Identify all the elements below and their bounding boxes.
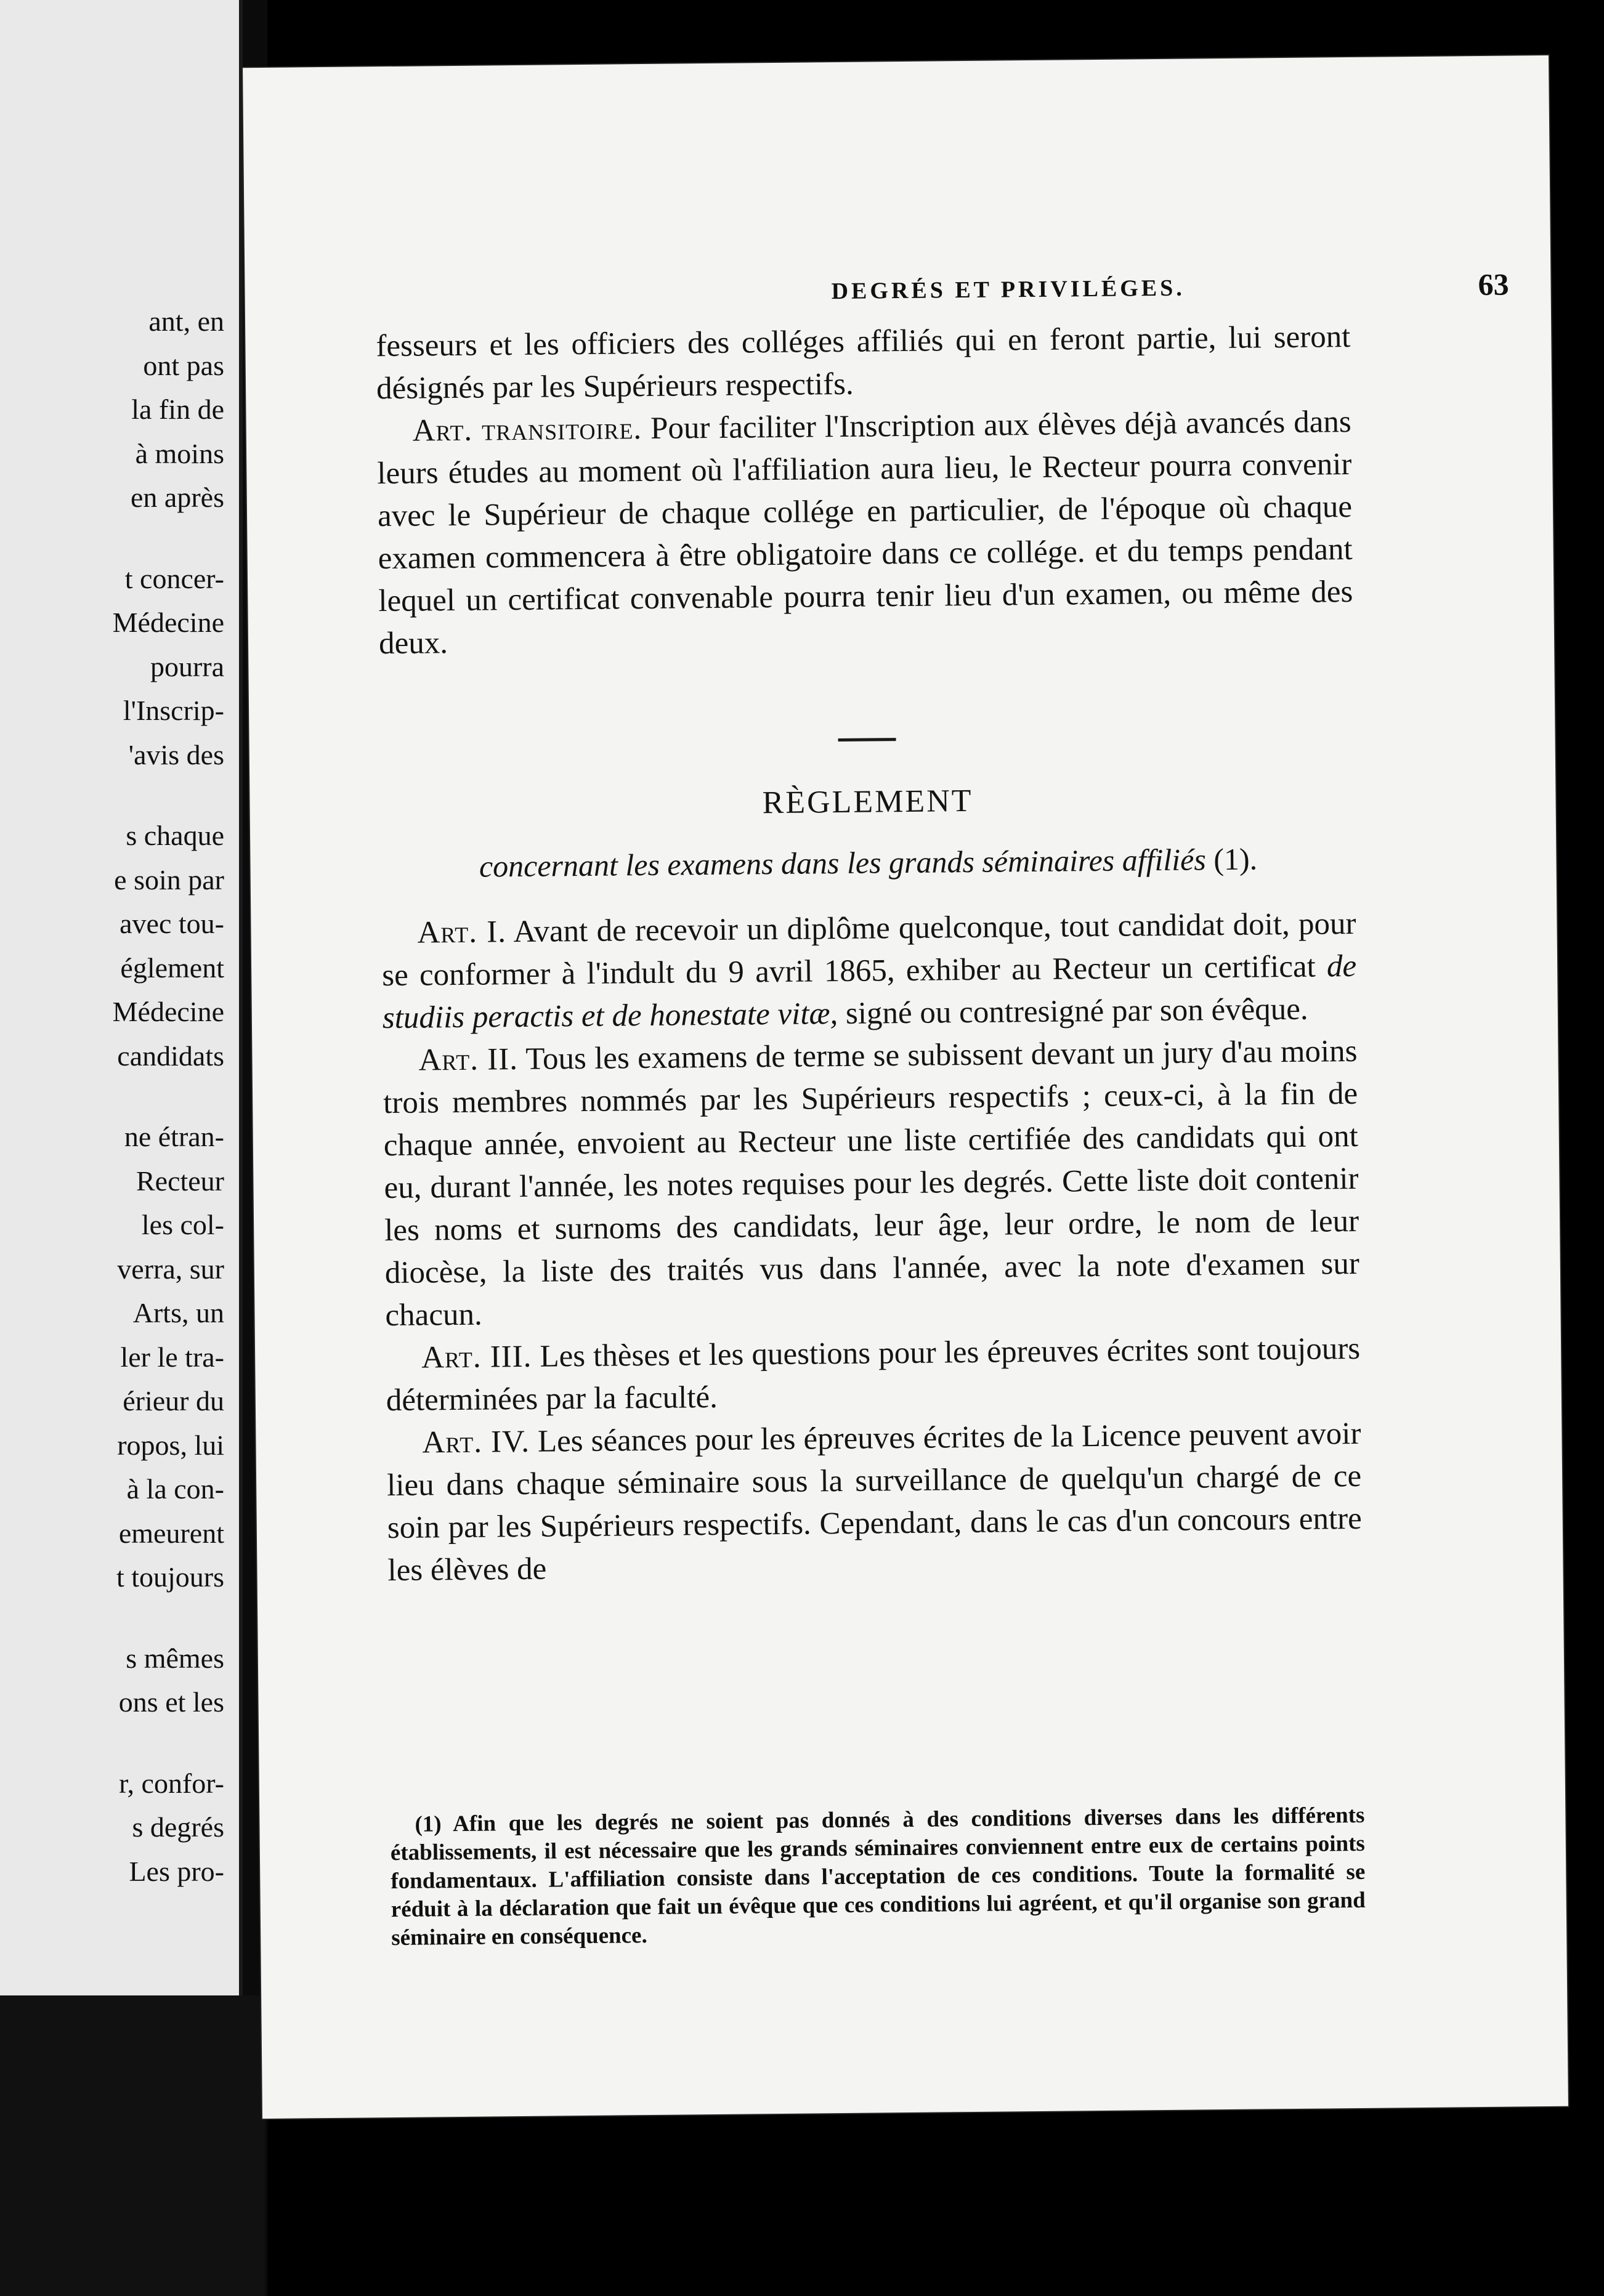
facing-page-line: ne étran- [124, 1121, 224, 1152]
facing-page-line: l'Inscrip- [123, 695, 224, 726]
facing-page-line: t toujours [116, 1561, 224, 1593]
facing-page-line: ons et les [118, 1686, 224, 1718]
facing-page-line: s mêmes [126, 1642, 224, 1674]
facing-page-line: 'avis des [128, 738, 224, 770]
paragraph-art-3 [386, 1328, 1361, 1422]
facing-page-line: t concer- [124, 562, 224, 594]
line-gap [0, 1599, 224, 1636]
facing-page-line: s degrés [132, 1811, 224, 1843]
paragraph-continuation: fesseurs et les officiers des colléges affiliés qui en feront partie, lui seront désignés par les Supérieurs respectifs. [376, 320, 1351, 406]
page-header [374, 267, 1509, 320]
scan-background [0, 1995, 265, 2296]
facing-page-line: candidats [117, 1040, 224, 1072]
section-title: RÈGLEMENT [762, 783, 973, 821]
paragraph-art-2 [383, 1030, 1360, 1337]
running-head: DEGRÉS ET PRIVILÉGES. [831, 275, 1185, 305]
article-label: Art. I. [417, 915, 507, 950]
article-label: Art. III. [421, 1339, 532, 1375]
article-label: Art. IV. [422, 1424, 530, 1460]
article-label: Art. II. [418, 1042, 519, 1078]
facing-page-line: Arts, un [132, 1297, 224, 1328]
paragraph-art-4 [386, 1413, 1363, 1592]
section-divider [838, 738, 896, 742]
facing-page-line: à la con- [126, 1473, 224, 1505]
facing-page-line: en après [131, 482, 224, 513]
paragraph-art-transitoire [376, 401, 1353, 665]
article-label: Art. transitoire. [412, 411, 642, 448]
article-text: Tous les examens de terme se subissent devant un jury d'au moins trois membres nommés par les Supérieurs respectifs ; ceux-ci, à la fin de chaque année, envoient au Recteur une liste certifiée des candidats qui ont eu, durant l'année, les notes requises pour les degrés. Cette liste doit contenir les noms et surnoms des candidats, leur âge, leur ordre, le nom de leur diocèse, la liste des traités vus dans l'année, avec la note d'examen sur chacun. [383, 1033, 1360, 1333]
latin-phrase: de studiis peractis et de honestate vitæ, [382, 948, 1357, 1036]
page-body [376, 316, 1363, 1592]
footnote-1: (1) Afin que les degrés ne soient pas donnés à des conditions diverses dans les différents établissements, il est nécessaire que les grands séminaires conviennent entre eux de certains points fondamentaux. L'affiliation consiste dans l'acceptation de ces conditions. Toute la formalité se réduit à la déclaration que fait un évêque que ces conditions lui agréent, et qu'il organise son grand séminaire en conséquence. [390, 1802, 1366, 1951]
facing-page-line: ant, en [148, 305, 224, 337]
article-text: Avant de recevoir un diplôme quelconque, tout candidat doit, pour se conformer à l'indult du 9 avril 1865, exhiber au Recteur un certificat [381, 906, 1356, 993]
facing-page-line: Recteur [136, 1165, 224, 1197]
section-subtitle [381, 837, 1356, 889]
facing-page-line: la fin de [131, 394, 224, 425]
facing-page-line: avec tou- [119, 908, 224, 939]
footnote-block [390, 1801, 1366, 1952]
facing-page-line: Médecine [112, 996, 224, 1027]
subtitle-text: concernant les examens dans les grands séminaires affiliés [479, 842, 1207, 884]
facing-page-line: érieur du [123, 1385, 224, 1417]
facing-page-line: églement [120, 952, 224, 984]
facing-page-line: ler le tra- [120, 1341, 224, 1373]
facing-page-line: ropos, lui [117, 1429, 224, 1461]
facing-page-line: Médecine [112, 607, 224, 638]
facing-page-line: pourra [150, 650, 224, 682]
page-number: 63 [1478, 267, 1509, 302]
facing-page-line: e soin par [114, 863, 224, 895]
line-gap [0, 520, 224, 557]
footnote-ref: (1). [1205, 841, 1258, 877]
facing-page-line: s chaque [126, 820, 224, 851]
facing-page-line: à moins [135, 437, 224, 469]
article-text: Les thèses et les questions pour les épreuves écrites sont toujours déterminées par la faculté. [386, 1331, 1361, 1418]
article-text: Pour faciliter l'Inscription aux élèves déjà avancés dans leurs études au moment où l'affiliation aura lieu, le Recteur pourra convenir avec le Supérieur de chaque collége en particulier, de l'époque où chaque examen commencera à être obligatoire dans ce collége. et du temps pendant lequel un certificat convenable pourra tenir lieu d'un examen, ou même des deux. [377, 405, 1353, 661]
book-page [243, 55, 1568, 2119]
article-text-end: signé ou contresigné par son évêque. [837, 992, 1308, 1032]
facing-page-left [0, 0, 243, 1995]
facing-page-line: verra, sur [117, 1253, 224, 1285]
facing-page-line: r, confor- [119, 1767, 224, 1799]
facing-page-text [0, 299, 239, 1893]
facing-page-line: ont pas [143, 349, 224, 381]
paragraph-art-1 [381, 903, 1357, 1040]
facing-page-line: les col- [141, 1209, 224, 1240]
facing-page-line: emeurent [118, 1517, 224, 1549]
line-gap [0, 1078, 224, 1115]
article-text: Les séances pour les épreuves écrites de la Licence peuvent avoir lieu dans chaque séminaire sous la surveillance de quelqu'un chargé de ce soin par les Supérieurs respectifs. Cependant, dans le cas d'un concours entre les élèves de [386, 1416, 1363, 1588]
facing-page-line: Les pro- [129, 1855, 224, 1887]
line-gap [0, 777, 224, 814]
line-gap [0, 1724, 224, 1761]
